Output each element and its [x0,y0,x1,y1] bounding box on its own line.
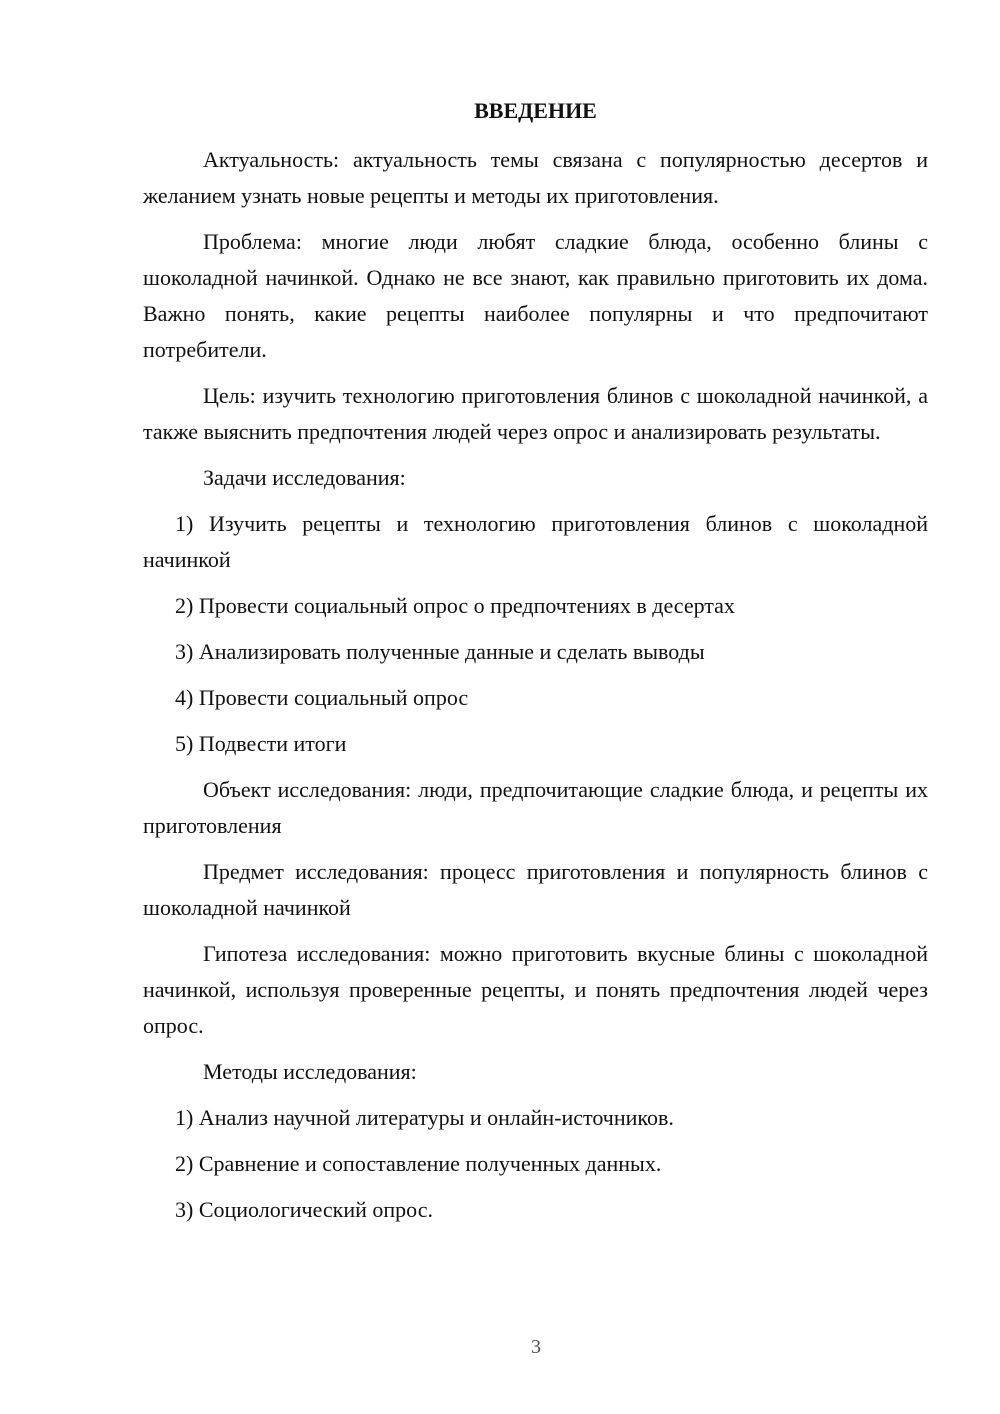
paragraph-methods-heading: Методы исследования: [203,1059,417,1084]
page-number: 3 [531,1336,541,1358]
paragraph-hypothesis: Гипотеза исследования: можно приготовить вкусные блины с шоколадной начинкой, используя проверенные рецепты, и понять предпочтения людей через опрос. [143,941,928,1038]
paragraph-relevance: Актуальность: актуальность темы связана с популярностью десертов и желанием узнать новые рецепты и методы их приготовления. [143,147,928,208]
paragraph-tasks-heading: Задачи исследования: [203,465,406,490]
body-text [143,142,928,1238]
task-item-5: 5) Подвести итоги [175,731,347,756]
task-item-1: 1) Изучить рецепты и технологию приготовления блинов с шоколадной начинкой [143,511,928,572]
paragraph-subject: Предмет исследования: процесс приготовления и популярность блинов с шоколадной начинкой [143,859,928,920]
method-item-2: 2) Сравнение и сопоставление полученных данных. [175,1151,662,1176]
section-title: ВВЕДЕНИЕ [474,98,597,123]
paragraph-object: Объект исследования: люди, предпочитающие сладкие блюда, и рецепты их приготовления [143,777,928,838]
method-item-1: 1) Анализ научной литературы и онлайн-источников. [175,1105,674,1130]
method-item-3: 3) Социологический опрос. [175,1197,433,1222]
task-item-4: 4) Провести социальный опрос [175,685,469,710]
task-item-3: 3) Анализировать полученные данные и сделать выводы [175,639,705,664]
paragraph-problem: Проблема: многие люди любят сладкие блюда, особенно блины с шоколадной начинкой. Однако не все знают, как правильно приготовить их дома. Важно понять, какие рецепты наиболее популярны и что предпочитают потребители. [143,229,928,362]
paragraph-goal: Цель: изучить технологию приготовления блинов с шоколадной начинкой, а также выяснить предпочтения людей через опрос и анализировать результаты. [143,383,928,444]
task-item-2: 2) Провести социальный опрос о предпочтениях в десертах [175,593,735,618]
